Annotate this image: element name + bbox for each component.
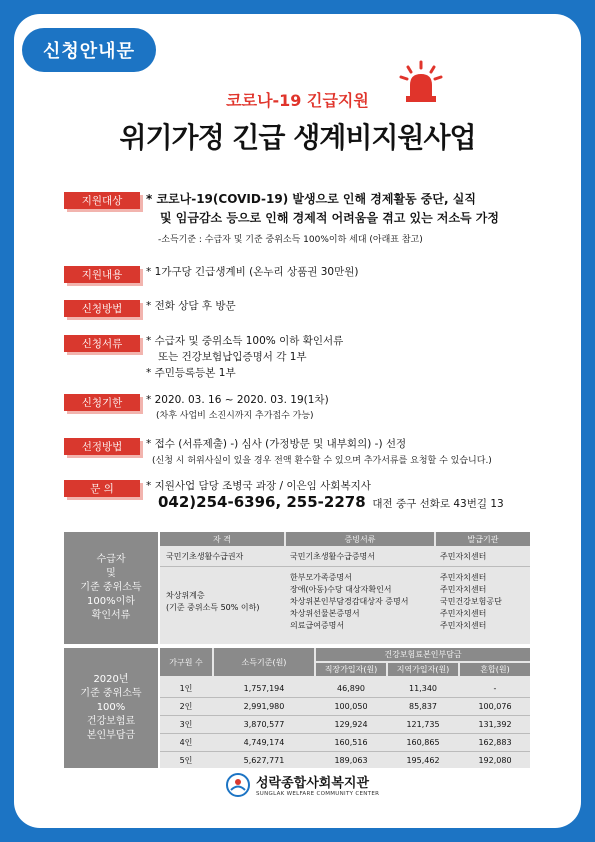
- table2-cell-mixed: 192,080: [478, 755, 512, 765]
- table1-doc-2e: 의료급여증명서: [290, 621, 345, 630]
- table2-cell-regional: 121,735: [406, 719, 440, 729]
- table1-header-issuer: 발급기관: [436, 532, 530, 546]
- label-selection: 선정방법: [64, 438, 140, 455]
- center-name-english: SUNGLAK WELFARE COMMUNITY CENTER: [256, 791, 380, 797]
- table2-cell-household: 1인: [179, 683, 193, 693]
- selection-line: * 접수 (서류제출) -) 심사 (가정방문 및 내부회의) -) 선정: [146, 438, 407, 450]
- table2-cell-household: 3인: [179, 719, 193, 729]
- label-inquiry: 문 의: [64, 480, 140, 497]
- table2-header-insurance: 건강보험료본인부담금: [316, 648, 530, 661]
- table2-cell-income: 5,627,771: [243, 755, 285, 765]
- table1-org-2d: 주민자치센터: [440, 609, 487, 618]
- inquiry-phone: 042)254-6396, 255-2278: [158, 493, 366, 511]
- table1-side-line: 기준 중위소득: [80, 582, 142, 593]
- table2-header-mixed: 혼합(원): [460, 663, 530, 676]
- table2-side-line: 2020년: [93, 674, 129, 685]
- table2-cell-income: 4,749,174: [243, 737, 285, 747]
- deadline-line: * 2020. 03. 16 ~ 2020. 03. 19(1차): [146, 394, 329, 406]
- table2-cell-mixed: 100,076: [478, 701, 512, 711]
- table1-side-line: 확인서류: [91, 610, 131, 621]
- table1-header-qualification: 자 격: [160, 532, 284, 546]
- table1-qual-2: 차상위계층: [166, 591, 205, 600]
- table1-doc-1: 국민기초생활수급증명서: [290, 552, 376, 561]
- table1-doc-2c: 차상위본인부담경감대상자 증명서: [290, 597, 409, 606]
- table1-header-documents: 증빙서류: [286, 532, 434, 546]
- center-logo-icon: [226, 773, 250, 797]
- table2-cell-household: 5인: [179, 755, 193, 765]
- center-name: 성락종합사회복지관: [256, 776, 370, 791]
- table1-side-line: 수급자: [96, 554, 126, 565]
- table1-doc-2b: 장애(아동)수당 대상자확인서: [290, 585, 392, 594]
- label-method: 신청방법: [64, 300, 140, 317]
- label-deadline: 신청기한: [64, 394, 140, 411]
- table1-side-label: [64, 532, 158, 644]
- table2-header-income: 소득기준(원): [214, 648, 314, 676]
- table2-cell-employee: 189,063: [334, 755, 368, 765]
- footer-logo: [226, 772, 379, 797]
- table1-org-1: 주민자치센터: [440, 552, 487, 561]
- documents-line-1: * 수급자 및 중위소득 100% 이하 확인서류: [146, 335, 344, 347]
- page-title: 위기가정 긴급 생계비지원사업: [119, 121, 476, 154]
- method-line: * 전화 상담 후 방문: [146, 300, 236, 312]
- table2-cell-income: 1,757,194: [243, 683, 285, 693]
- table2-cell-mixed: -: [493, 683, 497, 693]
- table2-cell-household: 2인: [179, 701, 193, 711]
- selection-note: (신청 시 허위사실이 있을 경우 전액 환수할 수 있으며 추가서류를 요청할 수 있습니다.): [152, 456, 492, 466]
- inquiry-contact: [158, 495, 504, 512]
- table2-header-household: 가구원 수: [160, 648, 212, 676]
- subtitle: 코로나-19 긴급지원: [226, 91, 369, 110]
- label-content: 지원내용: [64, 266, 140, 283]
- table1-doc-2d: 차상위선물본증명서: [290, 609, 360, 618]
- table2-side-line: 기준 중위소득: [80, 688, 142, 699]
- table2-cell-mixed: 131,392: [478, 719, 512, 729]
- table1-org-2a: 주민자치센터: [440, 573, 487, 582]
- table2-cell-regional: 85,837: [409, 701, 437, 711]
- inquiry-address: 대전 중구 선화로 43번길 13: [372, 498, 504, 510]
- inquiry-line: * 지원사업 담당 조병국 과장 / 이은임 사회복지사: [146, 480, 371, 492]
- table2-side-line: 본인부담금: [86, 730, 136, 741]
- table2-header-employee: 직장가입자(원): [316, 663, 386, 676]
- table2-cell-income: 2,991,980: [243, 701, 285, 711]
- documents-line-3: * 주민등록등본 1부: [146, 367, 236, 379]
- label-documents: 신청서류: [64, 335, 140, 352]
- table2-side-line: 건강보험료: [86, 716, 136, 727]
- table1-doc-2a: 한부모가족증명서: [290, 573, 352, 582]
- table2-cell-regional: 195,462: [406, 755, 440, 765]
- table1-qual-2-note: (기준 중위소득 50% 이하): [166, 603, 260, 612]
- target-line-1: * 코로나-19(COVID-19) 발생으로 인해 경제활동 중단, 실직: [146, 192, 476, 206]
- table1-side-line: 100%이하: [87, 596, 135, 607]
- table1-side-line: 및: [106, 568, 116, 579]
- table2-cell-employee: 46,890: [337, 683, 365, 693]
- documents-line-2: 또는 건강보험납입증명서 각 1부: [158, 351, 307, 363]
- table2-header-regional: 지역가입자(원): [388, 663, 458, 676]
- siren-icon: [398, 60, 444, 106]
- deadline-note: (차후 사업비 소진시까지 추가접수 가능): [156, 411, 314, 421]
- table2-side-label: [64, 648, 158, 768]
- table2-cell-mixed: 162,883: [478, 737, 512, 747]
- table2-cell-employee: 100,050: [334, 701, 368, 711]
- table2-cell-employee: 160,516: [334, 737, 368, 747]
- table2-side-line: 100%: [96, 702, 126, 713]
- table2-cell-income: 3,870,577: [243, 719, 285, 729]
- table2-cell-regional: 160,865: [406, 737, 440, 747]
- table2-cell-household: 4인: [179, 737, 193, 747]
- target-line-2: 및 임금감소 등으로 인해 경제적 어려움을 겪고 있는 저소득 가정: [160, 211, 499, 225]
- table1-org-2c: 국민건강보험공단: [440, 597, 502, 606]
- table2-cell-employee: 129,924: [334, 719, 368, 729]
- divider: [160, 566, 530, 567]
- table1-org-2e: 주민자치센터: [440, 621, 487, 630]
- content-line: * 1가구당 긴급생계비 (온누리 상품권 30만원): [146, 266, 359, 278]
- guide-badge: 신청안내문: [22, 28, 156, 72]
- table1-qual-1: 국민기초생활수급권자: [166, 552, 244, 561]
- label-target: 지원대상: [64, 192, 140, 209]
- table2-cell-regional: 11,340: [409, 683, 437, 693]
- table1-org-2b: 주민자치센터: [440, 585, 487, 594]
- target-note: -소득기준 : 수급자 및 기준 중위소득 100%이하 세대 (아래표 참고): [158, 235, 423, 245]
